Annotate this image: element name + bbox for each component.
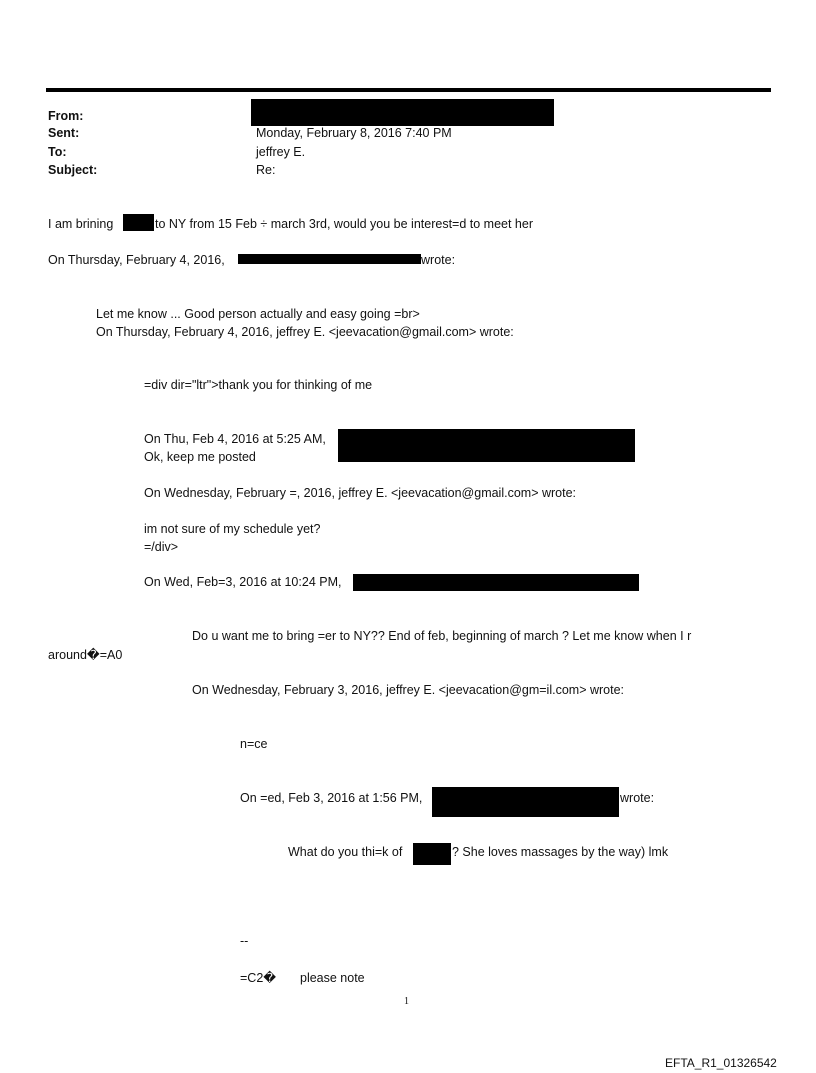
page-number: 1 xyxy=(404,996,409,1007)
to-label: To: xyxy=(48,145,67,159)
body-line-12: Do u want me to bring =er to NY?? End of feb, beginning of march ? Let me know when I r xyxy=(192,629,692,643)
sent-value: Monday, February 8, 2016 7:40 PM xyxy=(256,126,452,140)
redaction-name-2 xyxy=(413,843,451,865)
body-line-13: around�=A0 xyxy=(48,648,123,662)
body-line-2b: wrote: xyxy=(421,253,456,267)
body-line-11: On Wed, Feb=3, 2016 at 10:24 PM, xyxy=(144,575,342,589)
body-line-3: Let me know ... Good person actually and easy going =br> xyxy=(96,307,420,321)
from-label: From: xyxy=(48,109,84,123)
body-line-19a: =C2� xyxy=(240,971,277,985)
subject-value: Re: xyxy=(256,163,276,177)
body-line-19b: please note xyxy=(300,971,365,985)
body-line-4: On Thursday, February 4, 2016, jeffrey E. <jeevacation@gmail.com> wrote: xyxy=(96,325,514,339)
body-line-6: On Thu, Feb 4, 2016 at 5:25 AM, xyxy=(144,432,326,446)
body-line-1a: I am brining xyxy=(48,217,114,231)
redaction-name-1 xyxy=(123,214,154,231)
document-id: EFTA_R1_01326542 xyxy=(665,1056,777,1070)
body-line-1b: to NY from 15 Feb ÷ march 3rd, would you be interest=d to meet her xyxy=(155,217,533,231)
body-line-10: =/div> xyxy=(144,540,179,554)
redaction-sender-2 xyxy=(353,574,639,591)
subject-label: Subject: xyxy=(48,163,98,177)
body-line-14: On Wednesday, February 3, 2016, jeffrey E. <jeevacation@gm=il.com> wrote: xyxy=(192,683,625,697)
body-line-9: im not sure of my schedule yet? xyxy=(144,522,321,536)
body-line-16b: wrote: xyxy=(620,791,655,805)
redaction-email-1 xyxy=(238,254,421,264)
body-line-17b: ? She loves massages by the way) lmk xyxy=(452,845,669,859)
body-line-16a: On =ed, Feb 3, 2016 at 1:56 PM, xyxy=(240,791,423,805)
body-line-17a: What do you thi=k of xyxy=(288,845,403,859)
sent-label: Sent: xyxy=(48,126,80,140)
redaction-from xyxy=(251,99,554,126)
body-line-5: =div dir="ltr">thank you for thinking of me xyxy=(144,378,373,392)
body-line-2a: On Thursday, February 4, 2016, xyxy=(48,253,225,267)
to-value: jeffrey E. xyxy=(256,145,306,159)
redaction-sender-3 xyxy=(432,787,619,817)
redaction-sender-1 xyxy=(338,429,635,462)
header-rule xyxy=(46,88,771,92)
body-line-7: Ok, keep me posted xyxy=(144,450,256,464)
body-line-15: n=ce xyxy=(240,737,268,751)
body-line-18: -- xyxy=(240,934,249,948)
body-line-8: On Wednesday, February =, 2016, jeffrey E. <jeevacation@gmail.com> wrote: xyxy=(144,486,577,500)
